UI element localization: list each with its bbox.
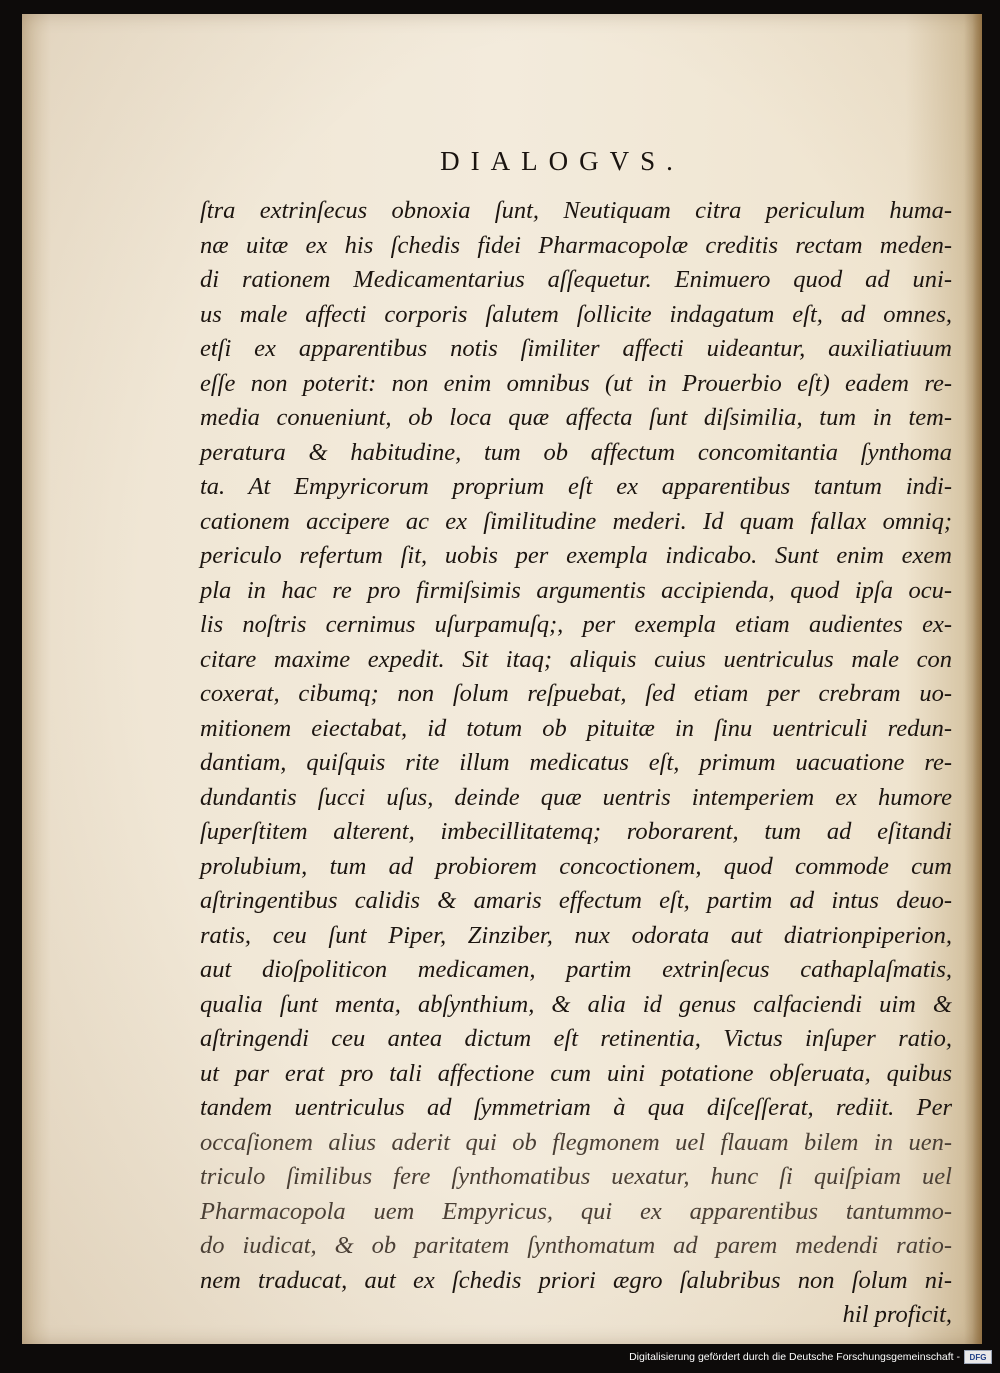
text-line: nem traducat, aut ex ſchedis priori ægro ſalubribus non ſolum ni- — [200, 1266, 952, 1294]
text-line: lis noſtris cernimus uſurpamuſq;, per exempla etiam audientes ex- — [200, 611, 952, 638]
text-line: do iudicat, & ob paritatem ſynthomatum ad parem medendi ratio- — [200, 1232, 952, 1259]
text-line: ut par erat pro tali affectione cum uini potatione obſeruata, quibus — [200, 1059, 952, 1087]
text-line: di rationem Medicamentarius aſſequetur. Enimuero quod ad uni- — [200, 266, 952, 293]
text-line: citare maxime expedit. Sit itaq; aliquis cuius uentriculus male con — [200, 645, 952, 673]
dfg-logo: DFG — [964, 1350, 992, 1364]
text-line: eſſe non poterit: non enim omnibus (ut in Prouerbio eſt) eadem re- — [200, 369, 952, 397]
digitization-credit — [629, 1347, 992, 1367]
text-line: Pharmacopola uem Empyricus, qui ex apparentibus tantummo- — [200, 1197, 952, 1225]
text-line: occaſionem alius aderit qui ob flegmonem uel flauam bilem in uen- — [200, 1128, 952, 1156]
text-line: dantiam, quiſquis rite illum medicatus eſt, primum uacuatione re- — [200, 749, 952, 776]
text-line: ſtra extrinſecus obnoxia ſunt, Neutiquam citra periculum huma- — [200, 197, 952, 224]
text-line: ratis, ceu ſunt Piper, Zinziber, nux odorata aut diatrionpiperion, — [200, 921, 952, 949]
text-line: dundantis ſucci uſus, deinde quæ uentris intemperiem ex humore — [200, 783, 952, 811]
text-line: media conueniunt, ob loca quæ affecta ſunt diſsimilia, tum in tem- — [200, 404, 952, 431]
text-line: prolubium, tum ad probiorem concoctionem, quod commode cum — [200, 852, 952, 880]
text-line: us male affecti corporis ſalutem ſollicite indagatum eſt, ad omnes, — [200, 300, 952, 328]
book-page — [22, 14, 982, 1344]
text-line: etſi ex apparentibus notis ſimiliter affecti uideantur, auxiliatiuum — [200, 335, 952, 362]
text-line: periculo refertum ſit, uobis per exempla indicabo. Sunt enim exem — [200, 542, 952, 569]
credit-text: Digitalisierung gefördert durch die Deutsche Forschungsgemeinschaft - — [629, 1351, 960, 1363]
body-text — [200, 194, 952, 1333]
text-line: aut dioſpoliticon medicamen, partim extrinſecus cathaplaſmatis, — [200, 956, 952, 983]
text-line: aſtringendi ceu antea dictum eſt retinentia, Victus inſuper ratio, — [200, 1025, 952, 1052]
text-line: aſtringentibus calidis & amaris effectum eſt, partim ad intus deuo- — [200, 887, 952, 914]
text-line: pla in hac re pro firmiſsimis argumentis accipienda, quod ipſa ocu- — [200, 576, 952, 604]
catchword: hil proficit, — [842, 1301, 952, 1328]
text-line: ſuperſtitem alterent, imbecillitatemq; roborarent, tum ad eſitandi — [200, 818, 952, 845]
text-line: tandem uentriculus ad ſymmetriam à qua diſceſſerat, rediit. Per — [200, 1094, 952, 1121]
text-line: peratura & habitudine, tum ob affectum concomitantia ſynthoma — [200, 438, 952, 466]
text-line: coxerat, cibumq; non ſolum reſpuebat, ſed etiam per crebram uo- — [200, 680, 952, 707]
page-edge-shadow — [964, 14, 982, 1344]
text-line: næ uitæ ex his ſchedis fidei Pharmacopolæ creditis rectam meden- — [200, 231, 952, 259]
text-line: cationem accipere ac ex ſimilitudine mederi. Id quam fallax omniq; — [200, 507, 952, 535]
text-line: ta. At Empyricorum proprium eſt ex apparentibus tantum indi- — [200, 473, 952, 500]
text-line: triculo ſimilibus fere ſynthomatibus uexatur, hunc ſi quiſpiam uel — [200, 1163, 952, 1190]
text-line: mitionem eiectabat, id totum ob pituitæ in ſinu uentriculi redun- — [200, 714, 952, 742]
text-line: qualia ſunt menta, abſynthium, & alia id genus calfaciendi uim & — [200, 990, 952, 1018]
running-header: DIALOGVS. — [440, 146, 684, 176]
